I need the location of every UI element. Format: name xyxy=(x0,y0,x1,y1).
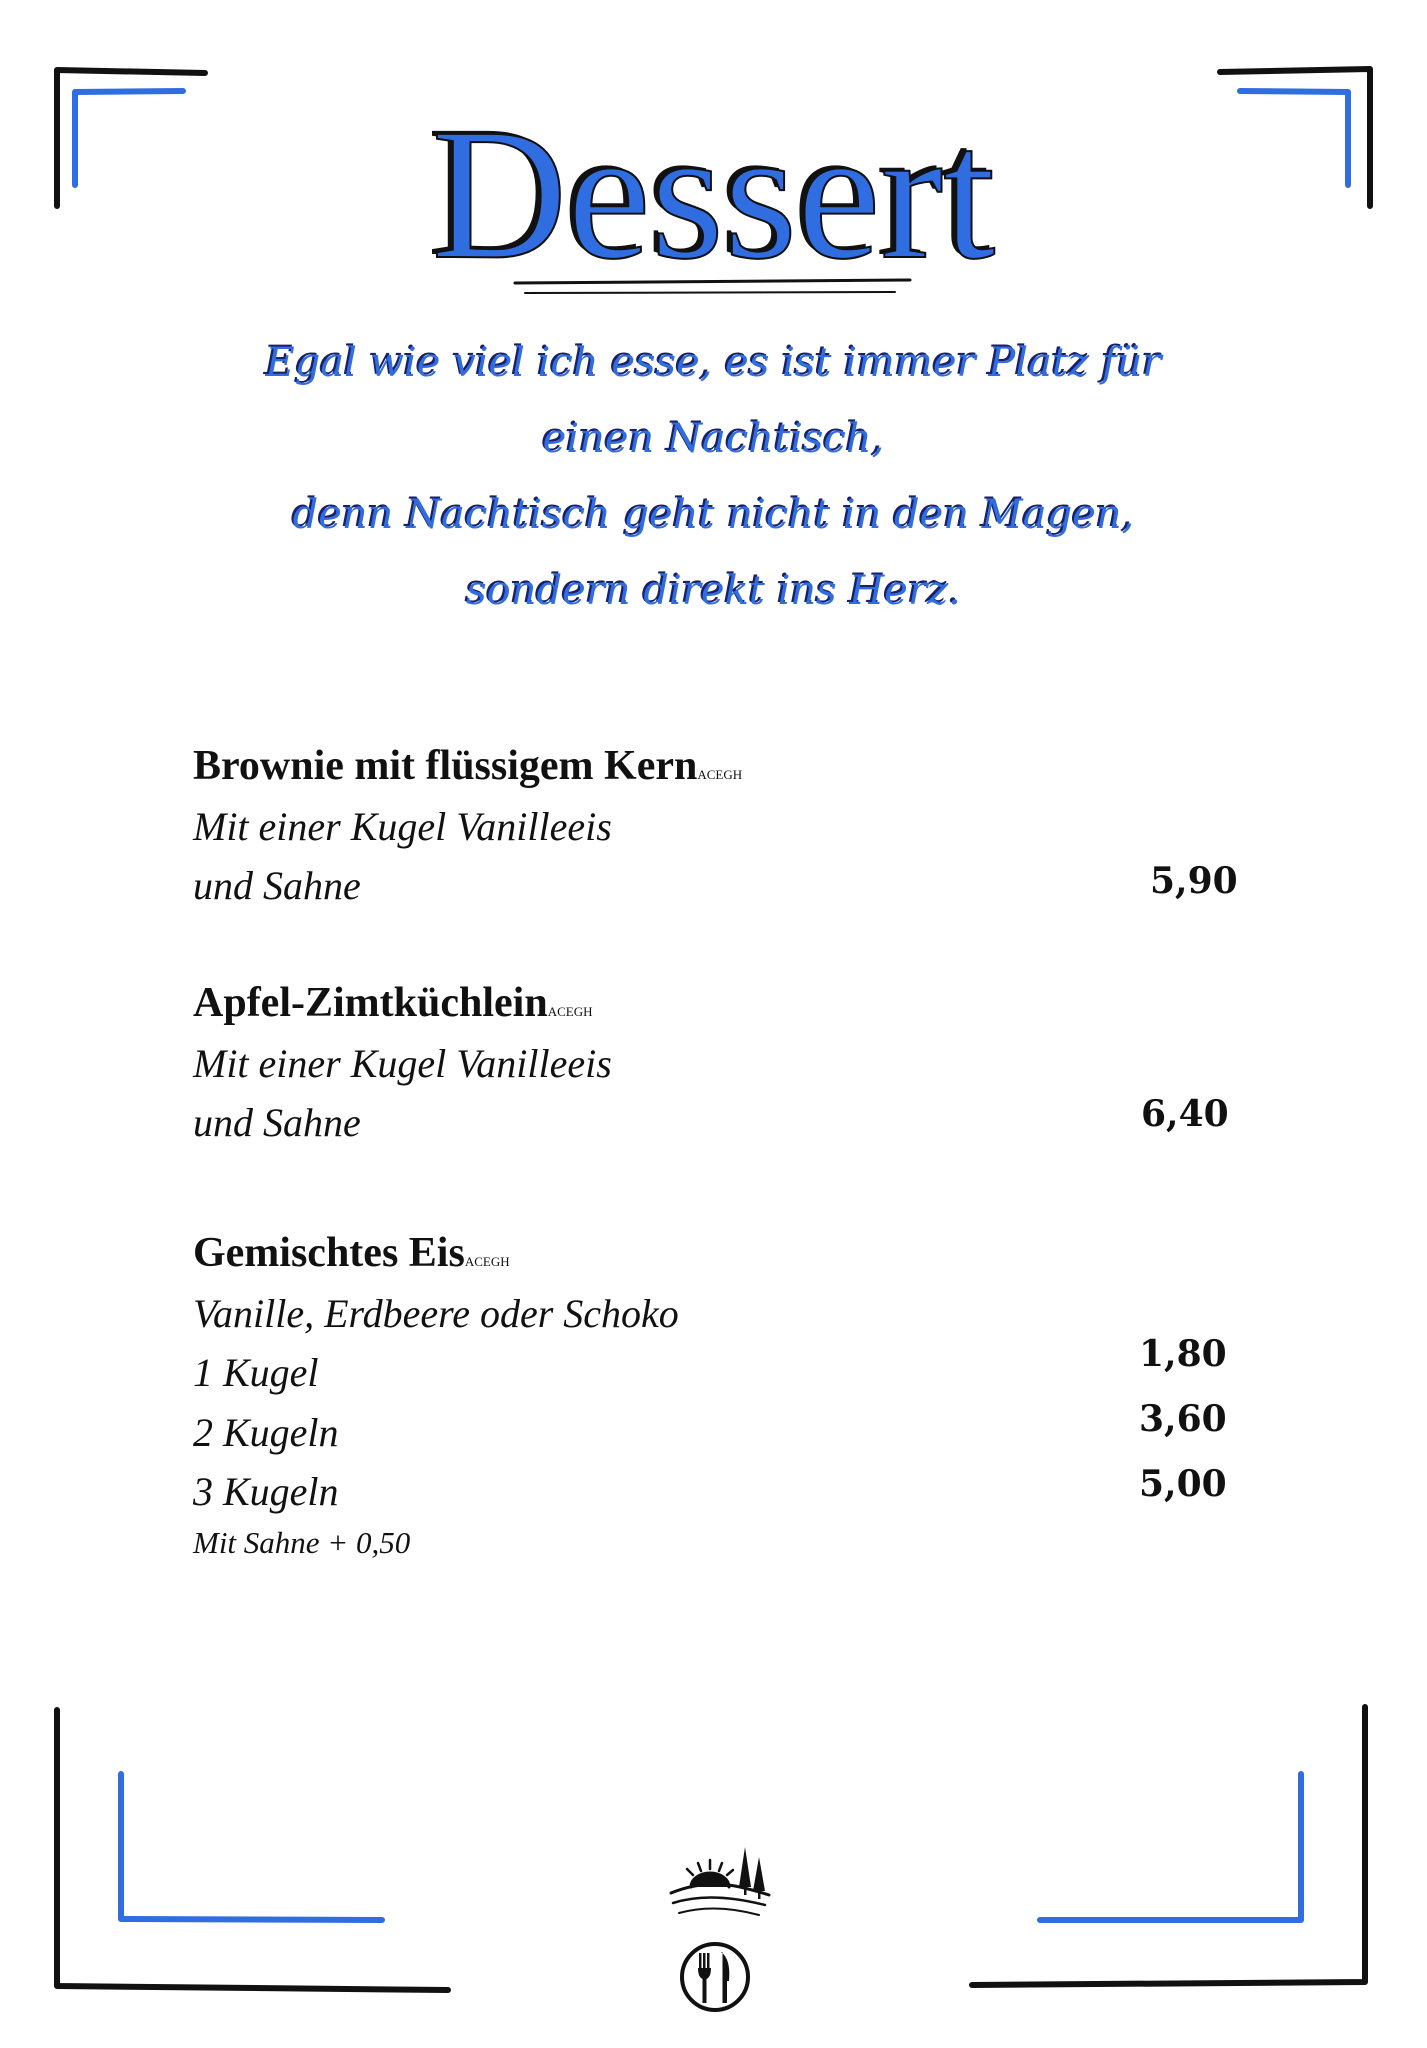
item-description: und Sahne xyxy=(193,863,361,908)
item-name-text: Brownie mit flüssigem Kern xyxy=(193,743,698,789)
cream-note: Mit Sahne + 0,50 xyxy=(193,1525,411,1560)
item-description: Mit einer Kugel Vanilleeis xyxy=(193,1041,612,1086)
option-price: 3,60 xyxy=(1139,1398,1227,1440)
page-title: Dessert xyxy=(431,89,996,298)
menu-item-name xyxy=(193,742,742,790)
menu-item-name xyxy=(193,1229,510,1277)
landscape-cutlery-logo-icon xyxy=(665,1825,775,2025)
quote-line: Egal wie viel ich esse, es ist immer Platz für xyxy=(265,340,1162,386)
frame-bottom-left-blue xyxy=(121,1774,382,1920)
frame-bottom-right-blue xyxy=(1040,1774,1301,1920)
option-label: 1 Kugel xyxy=(193,1350,319,1395)
option-price: 1,80 xyxy=(1139,1333,1227,1375)
item-description: Mit einer Kugel Vanilleeis xyxy=(193,804,612,849)
item-price: 5,90 xyxy=(1150,860,1238,902)
option-price: 5,00 xyxy=(1139,1463,1227,1505)
frame-bottom-right-black xyxy=(972,1707,1365,1985)
option-label: 2 Kugeln xyxy=(193,1410,339,1455)
item-price: 6,40 xyxy=(1141,1093,1229,1135)
frame-bottom-left-black xyxy=(57,1710,448,1990)
item-description: Vanille, Erdbeere oder Schoko xyxy=(193,1291,679,1336)
allergen-codes: ACEGH xyxy=(464,1254,510,1269)
item-description: und Sahne xyxy=(193,1100,361,1145)
item-name-text: Gemischtes Eis xyxy=(193,1230,465,1276)
option-label: 3 Kugeln xyxy=(193,1469,339,1514)
item-name-text: Apfel-Zimtküchlein xyxy=(193,980,548,1026)
quote-line: sondern direkt ins Herz. xyxy=(466,568,961,614)
quote-line: einen Nachtisch, xyxy=(542,416,885,462)
allergen-codes: ACEGH xyxy=(547,1004,593,1019)
menu-item-name xyxy=(193,979,592,1027)
dessert-quote xyxy=(0,325,1427,629)
allergen-codes: ACEGH xyxy=(697,767,743,782)
quote-line: denn Nachtisch geht nicht in den Magen, xyxy=(292,492,1135,538)
